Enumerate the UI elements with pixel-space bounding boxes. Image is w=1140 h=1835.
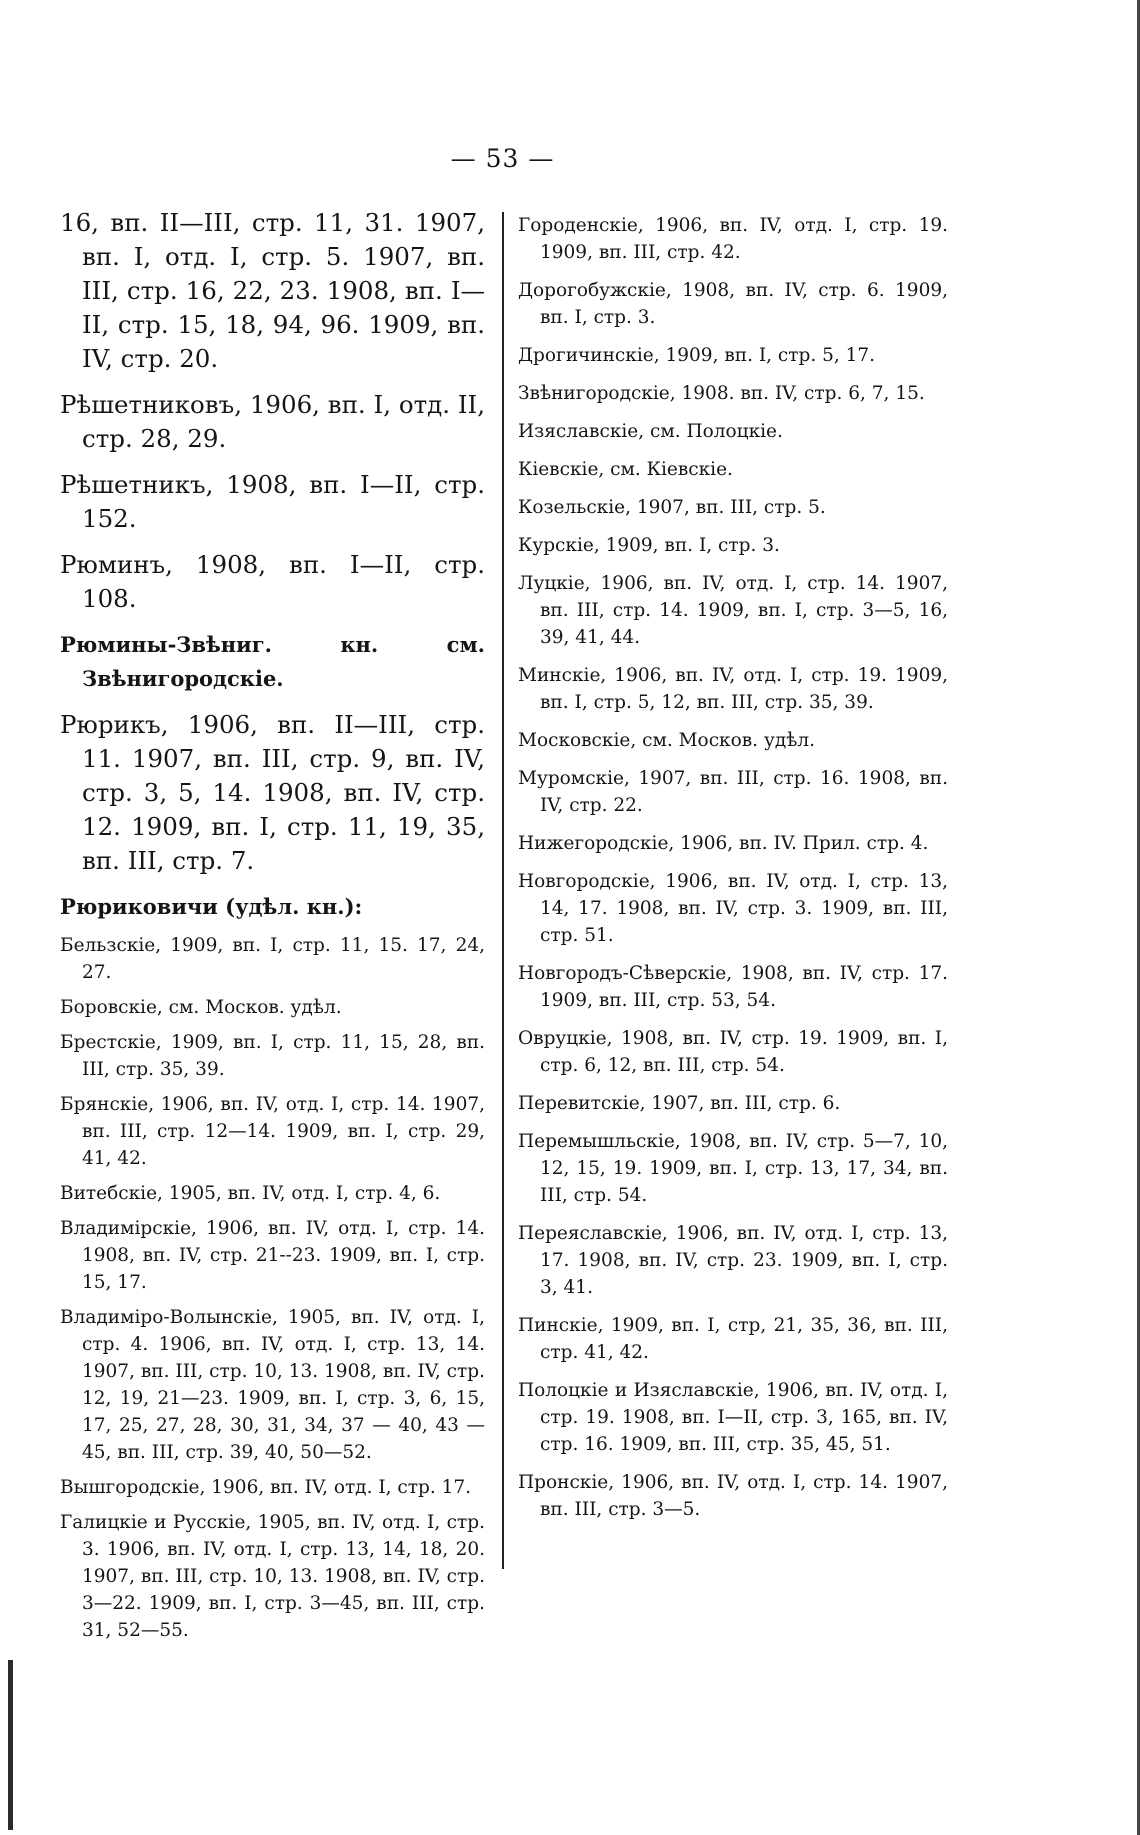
index-subentry: Городенскіе, 1906, вп. IV, отд. I, стр. 19. 1909, вп. III, стр. 42.: [518, 215, 948, 263]
index-subentry: Дорогобужскіе, 1908, вп. IV, стр. 6. 1909, вп. I, стр. 3.: [518, 280, 948, 328]
index-subentry: Новгородъ-Сѣверскіе, 1908, вп. IV, стр. 17. 1909, вп. III, стр. 53, 54.: [518, 963, 948, 1011]
index-subentry: Боровскіе, см. Москов. удѣл.: [60, 997, 342, 1018]
binding-mark: [8, 1660, 13, 1830]
index-subentry: Владимірскіе, 1906, вп. IV, отд. I, стр. 14. 1908, вп. IV, стр. 21--23. 1909, вп. I, стр. 15, 17.: [60, 1218, 485, 1293]
index-entry: Рюминъ, 1908, вп. I—II, стр. 108.: [60, 550, 485, 613]
index-subentry: Кіевскіе, см. Кіевскіе.: [518, 459, 733, 480]
index-subentry: Бельзскіе, 1909, вп. I, стр. 11, 15. 17, 24, 27.: [60, 935, 485, 983]
section-heading: Рюриковичи (удѣл. кн.):: [60, 894, 363, 919]
index-subentry: Перевитскіе, 1907, вп. III, стр. 6.: [518, 1093, 841, 1114]
index-subentry: Новгородскіе, 1906, вп. IV, отд. I, стр. 13, 14, 17. 1908, вп. IV, стр. 3. 1909, вп. III, стр. 51.: [518, 871, 948, 946]
index-subentry: Звѣнигородскіе, 1908. вп. IV, стр. 6, 7, 15.: [518, 383, 925, 404]
index-subentry: Нижегородскіе, 1906, вп. IV. Прил. стр. 4.: [518, 833, 929, 854]
index-subentry: Брянскіе, 1906, вп. IV, отд. I, стр. 14. 1907, вп. III, стр. 12—14. 1909, вп. I, стр. 29, 41, 42.: [60, 1094, 485, 1169]
index-subentry: Переяславскіе, 1906, вп. IV, отд. I, стр. 13, 17. 1908, вп. IV, стр. 23. 1909, вп. I, стр. 3, 41.: [518, 1223, 948, 1298]
index-subentry: Галицкіе и Русскіе, 1905, вп. IV, отд. I, стр. 3. 1906, вп. IV, отд. I, стр. 13, 14, 18, 20. 1907, вп. III, стр. 10, 13. 1908, вп. IV, стр. 3—22. 1909, вп. I, стр. 3—45, вп. III, стр. 31, 52—55.: [60, 1512, 485, 1641]
index-subentry: Вышгородскіе, 1906, вп. IV, отд. I, стр. 17.: [60, 1477, 472, 1498]
left-column: [60, 206, 485, 1652]
index-subentry: Луцкіе, 1906, вп. IV, отд. I, стр. 14. 1907, вп. III, стр. 14. 1909, вп. I, стр. 3—5, 16, 39, 41, 44.: [518, 573, 948, 648]
index-subentry: Дрогичинскіе, 1909, вп. I, стр. 5, 17.: [518, 345, 876, 366]
index-entry: Рѣшетниковъ, 1906, вп. I, отд. II, стр. 28, 29.: [60, 390, 485, 453]
right-column: [518, 212, 948, 1534]
index-subentry: Полоцкіе и Изяславскіе, 1906, вп. IV, отд. I, стр. 19. 1908, вп. I—II, стр. 3, 165, вп. IV, стр. 16. 1909, вп. III, стр. 35, 45, 51.: [518, 1380, 948, 1455]
index-subentry: Витебскіе, 1905, вп. IV, отд. I, стр. 4, 6.: [60, 1183, 441, 1204]
index-entry: Рюмины-Звѣниг. кн. см. Звѣнигородскіе.: [60, 632, 485, 691]
index-subentry: Пинскіе, 1909, вп. I, стр, 21, 35, 36, вп. III, стр. 41, 42.: [518, 1315, 948, 1363]
index-subentry: Козельскіе, 1907, вп. III, стр. 5.: [518, 497, 826, 518]
index-entry: Рѣшетникъ, 1908, вп. I—II, стр. 152.: [60, 470, 485, 533]
index-subentry: Перемышльскіе, 1908, вп. IV, стр. 5—7, 10, 12, 15, 19. 1909, вп. I, стр. 13, 17, 34, вп. III, стр. 54.: [518, 1131, 948, 1206]
page-number: — 53 —: [450, 144, 555, 173]
index-subentry: Муромскіе, 1907, вп. III, стр. 16. 1908, вп. IV, стр. 22.: [518, 768, 948, 816]
index-subentry: Брестскіе, 1909, вп. I, стр. 11, 15, 28, вп. III, стр. 35, 39.: [60, 1032, 485, 1080]
index-subentry: Пронскіе, 1906, вп. IV, отд. I, стр. 14. 1907, вп. III, стр. 3—5.: [518, 1472, 948, 1520]
index-subentry: Овруцкіе, 1908, вп. IV, стр. 19. 1909, вп. I, стр. 6, 12, вп. III, стр. 54.: [518, 1028, 948, 1076]
index-subentry: Минскіе, 1906, вп. IV, отд. I, стр. 19. 1909, вп. I, стр. 5, 12, вп. III, стр. 35, 39.: [518, 665, 948, 713]
index-entry: Рюрикъ, 1906, вп. II—III, стр. 11. 1907, вп. III, стр. 9, вп. IV, стр. 3, 5, 14. 1908, вп. IV, стр. 12. 1909, вп. I, стр. 11, 19, 35, вп. III, стр. 7.: [60, 710, 485, 875]
index-subentry: Изяславскіе, см. Полоцкіе.: [518, 421, 783, 442]
index-entry: 16, вп. II—III, стр. 11, 31. 1907, вп. I, отд. I, стр. 5. 1907, вп. III, стр. 16, 22, 23. 1908, вп. I—II, стр. 15, 18, 94, 96. 1909, вп. IV, стр. 20.: [60, 208, 485, 373]
index-subentry: Московскіе, см. Москов. удѣл.: [518, 730, 816, 751]
index-subentry: Владиміро-Волынскіе, 1905, вп. IV, отд. I, стр. 4. 1906, вп. IV, отд. I, стр. 13, 14. 1907, вп. III, стр. 10, 13. 1908, вп. IV, стр. 12, 19, 21—23. 1909, вп. I, стр. 3, 6, 15, 17, 25, 27, 28, 30, 31, 34, 37 — 40, 43 — 45, вп. III, стр. 39, 40, 50—52.: [60, 1307, 485, 1463]
column-divider: [502, 212, 504, 1569]
index-subentry: Курскіе, 1909, вп. I, стр. 3.: [518, 535, 780, 556]
